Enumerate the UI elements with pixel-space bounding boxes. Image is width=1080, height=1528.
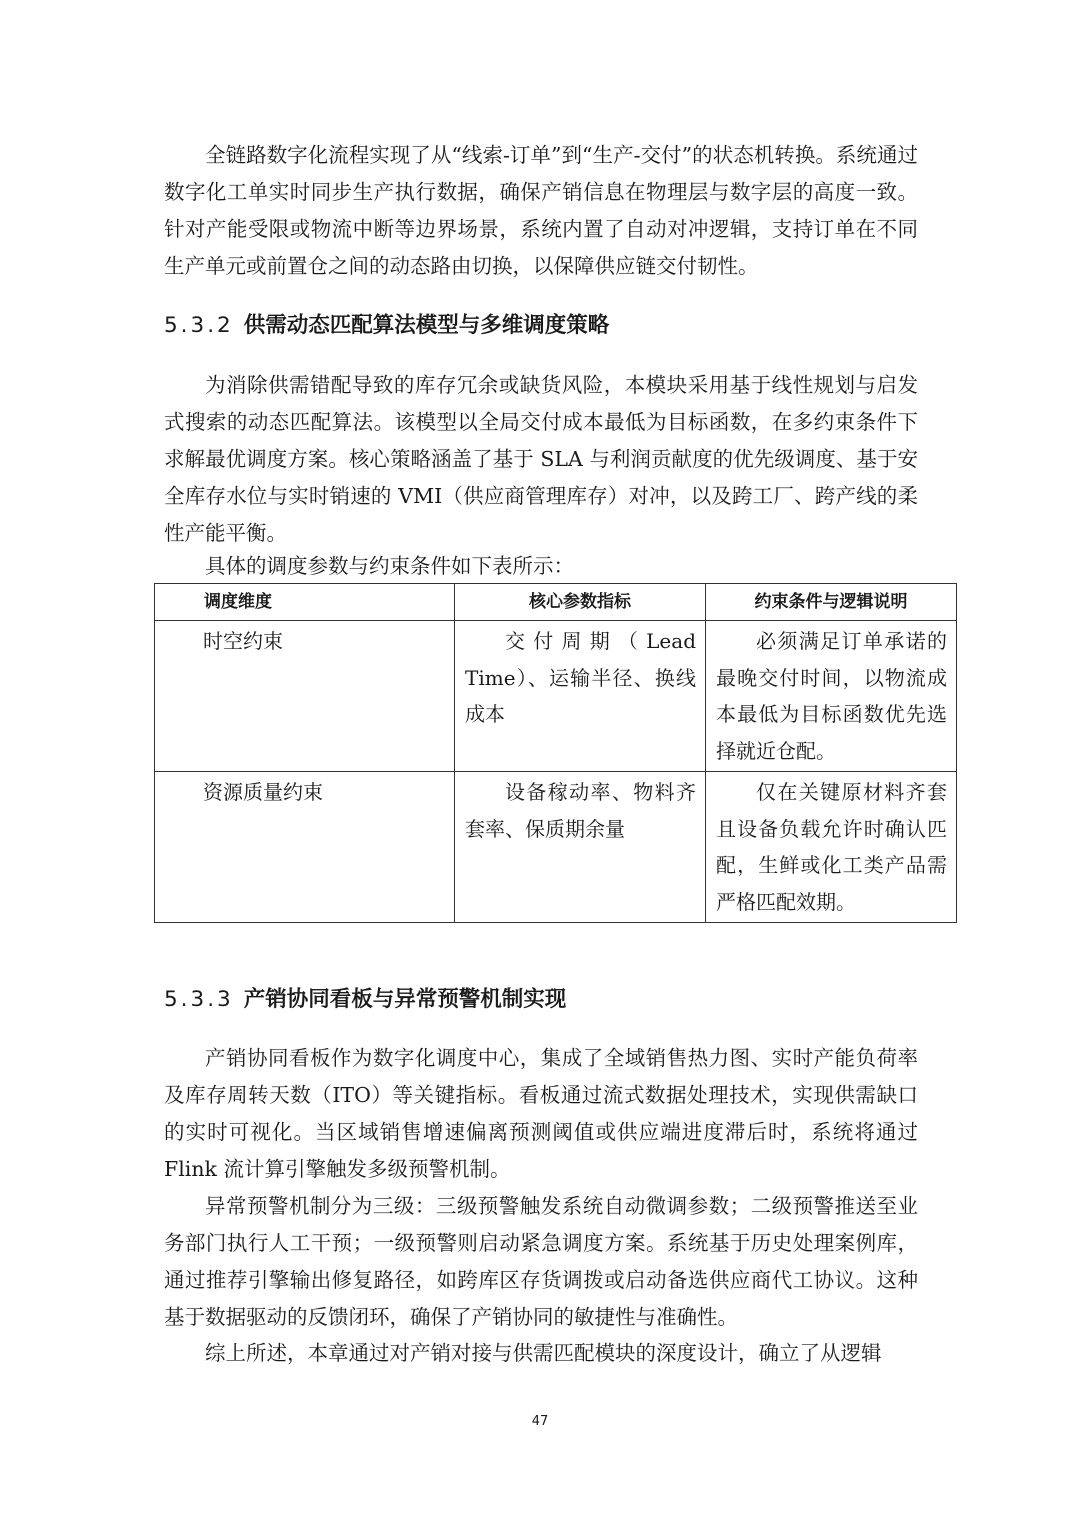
table-cell-parameters: 交付周期（Lead Time）、运输半径、换线成本 <box>455 621 706 772</box>
section-number: 5.3.3 <box>164 987 234 1012</box>
table-cell-dimension: 资源质量约束 <box>155 772 455 923</box>
table-cell-parameters: 设备稼动率、物料齐套率、保质期余量 <box>455 772 706 923</box>
table-header-row <box>155 584 957 621</box>
table-header-cell: 调度维度 <box>155 584 455 621</box>
paragraph-dashboard: 产销协同看板作为数字化调度中心，集成了全域销售热力图、实时产能负荷率及库存周转天数（ITO）等关键指标。看板通过流式数据处理技术，实现供需缺口的实时可视化。当区域销售增速偏离预测阈值或供应端进度滞后时，系统将通过 Flink 流计算引擎触发多级预警机制。 <box>164 1046 918 1181</box>
scheduling-parameters-table <box>154 583 957 923</box>
section-heading-5-3-2 <box>164 311 918 341</box>
paragraph-matching-algorithm: 为消除供需错配导致的库存冗余或缺货风险，本模块采用基于线性规划与启发式搜索的动态匹配算法。该模型以全局交付成本最低为目标函数，在多约束条件下求解最优调度方案。核心策略涵盖了基于 SLA 与利润贡献度的优先级调度、基于安全库存水位与实时销速的 VMI（供应商管理库存）对冲，以及跨工厂、跨产线的柔性产能平衡。 <box>164 373 918 545</box>
paragraph-intro: 全链路数字化流程实现了从“线索-订单”到“生产-交付”的状态机转换。系统通过数字化工单实时同步生产执行数据，确保产销信息在物理层与数字层的高度一致。针对产能受限或物流中断等边界场景，系统内置了自动对冲逻辑，支持订单在不同生产单元或前置仓之间的动态路由切换，以保障供应链交付韧性。 <box>164 143 918 278</box>
page-number: 47 <box>531 1414 549 1429</box>
section-heading-5-3-3 <box>164 985 918 1015</box>
table-cell-constraints: 必须满足订单承诺的最晚交付时间，以物流成本最低为目标函数优先选择就近仓配。 <box>706 621 957 772</box>
section-title: 产销协同看板与异常预警机制实现 <box>243 987 567 1012</box>
section-number: 5.3.2 <box>164 313 234 338</box>
table-row <box>155 772 957 923</box>
table-row <box>155 621 957 772</box>
paragraph-table-intro: 具体的调度参数与约束条件如下表所示： <box>205 554 574 578</box>
paragraph-summary: 综上所述，本章通过对产销对接与供需匹配模块的深度设计，确立了从逻辑 <box>205 1341 882 1365</box>
paragraph-alert-mechanism: 异常预警机制分为三级：三级预警触发系统自动微调参数；二级预警推送至业务部门执行人工干预；一级预警则启动紧急调度方案。系统基于历史处理案例库，通过推荐引擎输出修复路径，如跨库区存货调拨或启动备选供应商代工协议。这种基于数据驱动的反馈闭环，确保了产销协同的敏捷性与准确性。 <box>164 1194 918 1329</box>
table-cell-constraints: 仅在关键原材料齐套且设备负载允许时确认匹配，生鲜或化工类产品需严格匹配效期。 <box>706 772 957 923</box>
table-cell-dimension: 时空约束 <box>155 621 455 772</box>
section-title: 供需动态匹配算法模型与多维调度策略 <box>243 313 610 338</box>
table-header-cell: 约束条件与逻辑说明 <box>706 584 957 621</box>
table-header-cell: 核心参数指标 <box>455 584 706 621</box>
